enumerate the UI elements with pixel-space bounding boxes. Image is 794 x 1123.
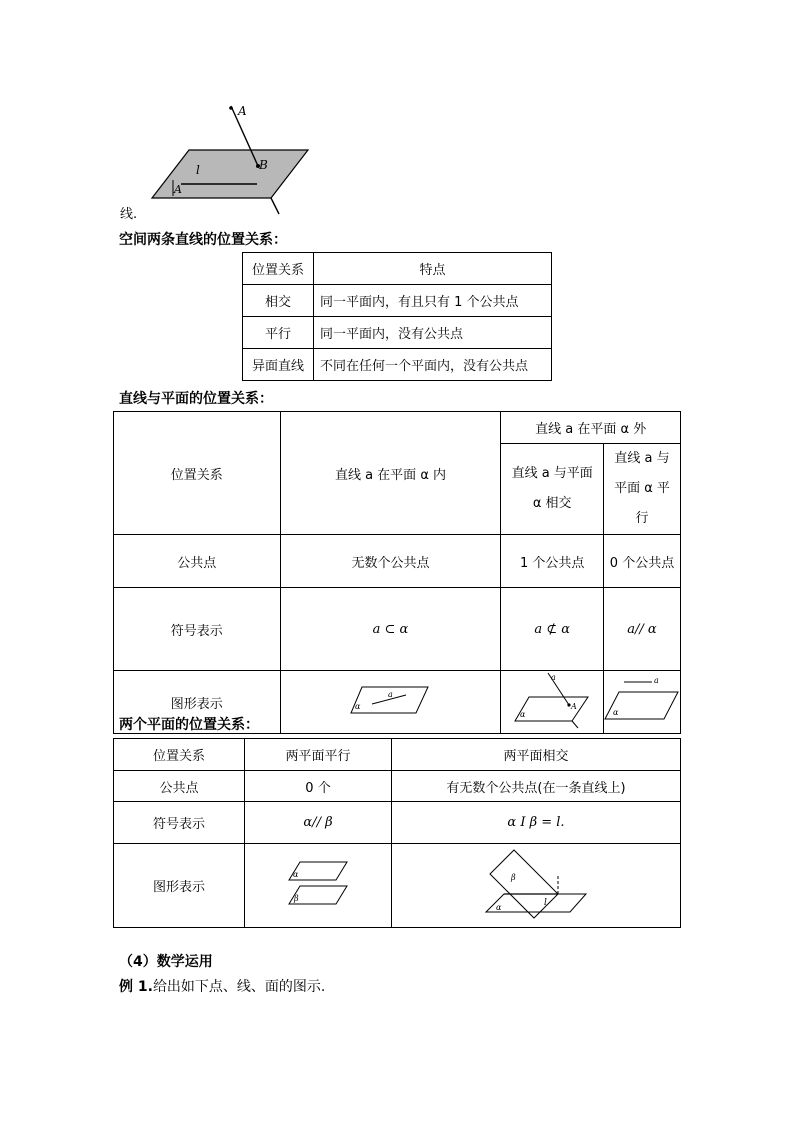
- figure-in-plane: [280, 671, 501, 734]
- figure-intersect: [392, 844, 681, 928]
- section4-heading: （4）数学运用: [119, 954, 213, 970]
- header-intersect: 两平面相交: [392, 739, 681, 771]
- row-label: 异面直线: [243, 349, 314, 381]
- header-relation: 位置关系: [243, 253, 314, 285]
- row-figure-label: 图形表示: [114, 671, 281, 734]
- section1-heading: 空间两条直线的位置关系：: [119, 232, 287, 248]
- label-a: a: [388, 690, 394, 699]
- common-intersect: 1 个公共点: [501, 535, 604, 588]
- common-parallel: 0 个公共点: [604, 535, 681, 588]
- header-parallel: 两平面平行: [245, 739, 392, 771]
- header-intersect: 直线 a 与平面 α 相交: [501, 444, 604, 535]
- example-1: [119, 976, 325, 996]
- row-figure-label: 图形表示: [114, 844, 245, 928]
- label-A-plane: A: [174, 183, 182, 196]
- top-plane-figure: [145, 98, 315, 216]
- example-label: 例 1.: [119, 979, 153, 995]
- symbol-parallel: a// α: [604, 588, 681, 671]
- point-A-top: [229, 106, 233, 110]
- line-line-table: [242, 252, 552, 381]
- label-l: l: [544, 897, 547, 908]
- line-intersect-plane-figure: [514, 671, 590, 729]
- label-l: l: [196, 163, 200, 177]
- line-in-plane-figure: [350, 684, 430, 716]
- example-text: 给出如下点、线、面的图示.: [152, 979, 326, 995]
- table-row: [114, 802, 681, 844]
- label-alpha: α: [355, 702, 361, 711]
- header-relation: 位置关系: [114, 412, 281, 535]
- row-label: 平行: [243, 317, 314, 349]
- common-parallel: 0 个: [245, 771, 392, 802]
- table-row: [114, 844, 681, 928]
- label-A-top: A: [238, 104, 247, 118]
- row-common-label: 公共点: [114, 771, 245, 802]
- label-beta: β: [294, 893, 299, 903]
- table-row: [243, 317, 552, 349]
- header-parallel: 直线 a 与平面 α 平行: [604, 444, 681, 535]
- row-common-label: 公共点: [114, 535, 281, 588]
- table-row: [114, 535, 681, 588]
- label-a: a: [654, 676, 659, 685]
- header-relation: 位置关系: [114, 739, 245, 771]
- parallel-planes-figure: [287, 860, 349, 908]
- row-value: 不同在任何一个平面内，没有公共点: [314, 349, 552, 381]
- row-symbol-label: 符号表示: [114, 802, 245, 844]
- common-intersect: 有无数个公共点(在一条直线上): [392, 771, 681, 802]
- symbol-parallel: α// β: [245, 802, 392, 844]
- label-alpha: α: [293, 869, 299, 879]
- line-below-plane: [271, 198, 279, 214]
- row-value: 同一平面内，有且只有 1 个公共点: [314, 285, 552, 317]
- figure-parallel: [245, 844, 392, 928]
- figure-parallel: [604, 671, 681, 734]
- table-row: [243, 285, 552, 317]
- common-in: 无数个公共点: [280, 535, 501, 588]
- label-B: B: [259, 158, 268, 172]
- row-symbol-label: 符号表示: [114, 588, 281, 671]
- symbol-in: a ⊂ α: [280, 588, 501, 671]
- row-value: 同一平面内，没有公共点: [314, 317, 552, 349]
- row-label: 相交: [243, 285, 314, 317]
- label-alpha: α: [496, 902, 502, 912]
- symbol-intersect: a ⊄ α: [501, 588, 604, 671]
- table-row: [114, 588, 681, 671]
- plane-plane-table: [113, 738, 681, 928]
- symbol-intersect: α I β = l.: [392, 802, 681, 844]
- section3-heading: 两个平面的位置关系：: [119, 717, 259, 733]
- header-feature: 特点: [314, 253, 552, 285]
- label-a: a: [551, 673, 556, 682]
- trailing-text: 线.: [120, 207, 138, 222]
- table-row: [243, 349, 552, 381]
- header-out-plane: 直线 a 在平面 α 外: [501, 412, 681, 444]
- line-parallel-plane-figure: [604, 675, 680, 725]
- label-alpha: α: [613, 708, 619, 717]
- table-row: [114, 771, 681, 802]
- figure-intersect: [501, 671, 604, 734]
- line-plane-table: [113, 411, 681, 734]
- header-in-plane: 直线 a 在平面 α 内: [280, 412, 501, 535]
- section2-heading: 直线与平面的位置关系：: [119, 391, 273, 407]
- label-beta: β: [511, 872, 516, 882]
- label-alpha: α: [520, 710, 526, 719]
- intersecting-planes-figure: [484, 848, 588, 920]
- label-A: A: [571, 702, 577, 711]
